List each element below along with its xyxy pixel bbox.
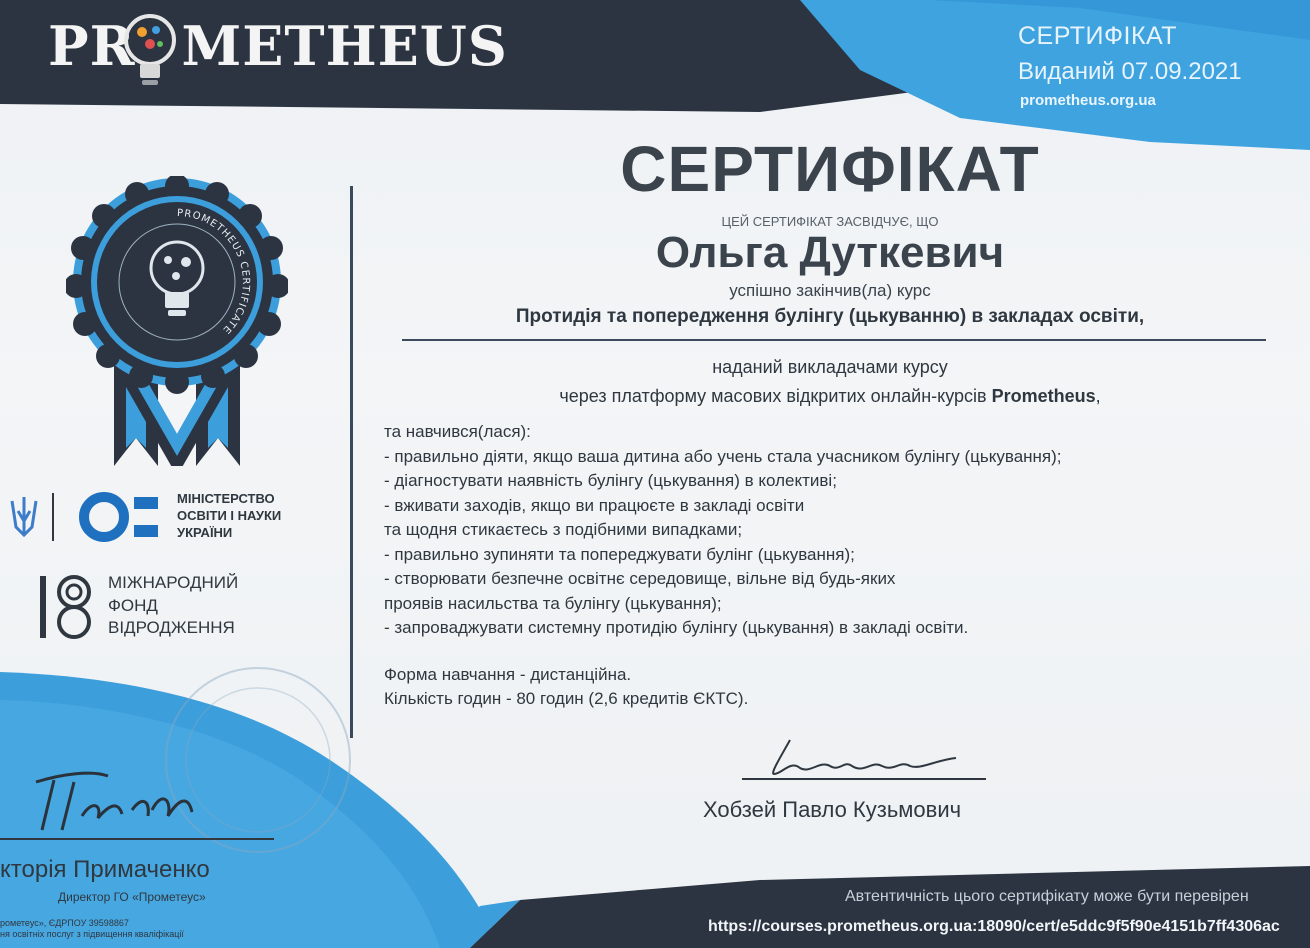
learning-outcomes (384, 420, 1284, 641)
ministry-line: УКРАЇНИ (177, 525, 233, 540)
signature-left (22, 760, 232, 840)
ministry-line: МІНІСТЕРСТВО (177, 491, 275, 506)
course-details (384, 663, 748, 711)
authenticity-note: Автентичність цього сертифікату може бути перевірен (845, 888, 1249, 905)
outcome-line: - створювати безпечне освітнє середовище, вільне від будь-яких (384, 569, 896, 588)
signer-role-left: Директор ГО «Прометеус» (58, 890, 206, 904)
signature-line-right (742, 778, 986, 780)
outcome-line: та навчився(лася): (384, 422, 531, 441)
outcome-line: та щодня стикаєтесь з подібними випадками; (384, 520, 743, 539)
outcome-line: - запроваджувати системну протидію булінгу (цькування) в закладі освіти. (384, 618, 969, 637)
verification-link[interactable]: https://courses.prometheus.org.ua:18090/cert/e5ddc9f5f90e4151b7ff4306ac (708, 918, 1280, 935)
corner-website-link[interactable]: prometheus.org.ua (1020, 92, 1156, 109)
fund-name (108, 572, 238, 640)
outcome-line: - правильно зупиняти та попереджувати булінг (цькування); (384, 544, 855, 564)
signature-line-left (0, 838, 274, 840)
platform-name: Prometheus (991, 386, 1096, 406)
platform-line (350, 386, 1310, 407)
provided-line: наданий викладачами курсу (712, 357, 948, 377)
logo-text-right: METHEUS (181, 14, 508, 78)
study-form: Форма навчання - дистанційна. (384, 665, 632, 684)
outcome-line: проявів насильства та булінгу (цькування); (384, 593, 722, 613)
horizontal-divider (402, 339, 1266, 341)
certificate-title: СЕРТИФІКАТ (620, 133, 1040, 205)
signature-right (760, 730, 980, 782)
platform-suffix: , (1095, 386, 1101, 406)
fund-line: ФОНД (108, 595, 158, 615)
signer-name-left: кторія Примаченко (0, 856, 210, 883)
fund-line: МІЖНАРОДНИЙ (108, 573, 239, 592)
corner-certificate-label: СЕРТИФІКАТ (1018, 22, 1178, 50)
outcome-line: - вживати заходів, якщо ви працюєте в закладі освіти (384, 495, 805, 515)
logo-text-left: PR (48, 14, 136, 78)
completed-line: успішно закінчив(ла) курс (729, 281, 931, 300)
course-name: Протидія та попередження булінгу (цькуванню) в закладах освіти, (515, 306, 1145, 327)
outcome-line: - правильно діяти, якщо ваша дитина або учень стала учасником булінгу (цькування); (384, 446, 1062, 466)
fine-print-line: ня освітніх послуг з підвищення кваліфікації (0, 929, 184, 939)
fine-print-line: рометеус», ЄДРПОУ 39598867 (0, 918, 129, 928)
signer-name-right: Хобзей Павло Кузьмович (703, 797, 962, 822)
seal-ring-text: PROMETHEUS CERTIFICATE (176, 207, 251, 336)
ministry-name (177, 490, 281, 541)
fund-line: ВІДРОДЖЕННЯ (108, 618, 235, 637)
recipient-name: Ольга Дуткевич (655, 228, 1005, 277)
issue-date: Виданий 07.09.2021 (1018, 58, 1242, 85)
prometheus-logo (48, 14, 508, 78)
certificate-seal-icon (66, 176, 288, 466)
platform-prefix: через платформу масових відкритих онлайн-курсів (559, 386, 992, 406)
course-hours: Кількість годин - 80 годин (2,6 кредитів ЄКТС). (384, 689, 749, 708)
certifies-line: ЦЕЙ СЕРТИФІКАТ ЗАСВІДЧУЄ, ЩО (721, 214, 939, 229)
lightbulb-logo-icon (122, 12, 178, 88)
ministry-line: ОСВІТИ І НАУКИ (177, 508, 282, 523)
legal-fine-print (0, 918, 184, 940)
outcome-line: - діагностувати наявність булінгу (цькування) в колективі; (384, 471, 837, 490)
renaissance-fund-logo-icon (38, 572, 98, 642)
